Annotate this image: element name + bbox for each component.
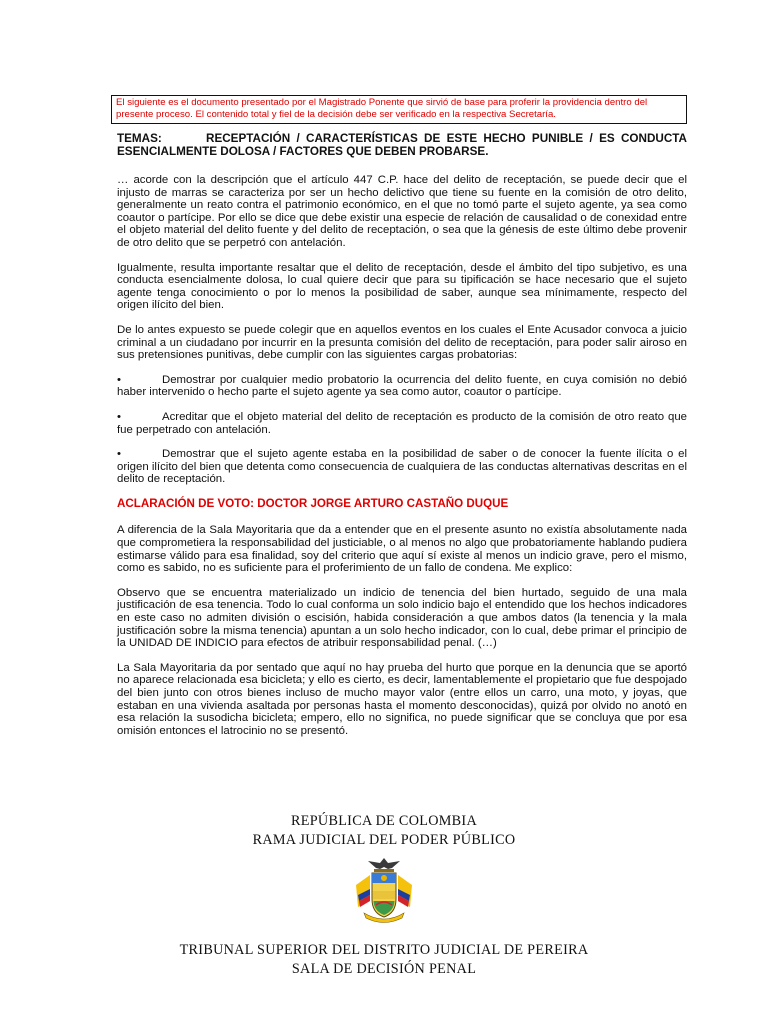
vote-clarification-heading: ACLARACIÓN DE VOTO: DOCTOR JORGE ARTURO CASTAÑO DUQUE	[117, 496, 509, 510]
paragraph-2: Igualmente, resulta importante resaltar que el delito de receptación, desde el ámbito del tipo subjetivo, es una conducta esencialmente dolosa, lo cual quiere decir que para su tipificación se hace necesario que el sujeto agente tenga conocimiento o por lo menos la posibilidad de saber, aunque sea mínimamente, respecto del origen ilícito del bien.	[117, 261, 687, 312]
chamber-title: SALA DE DECISIÓN PENAL	[291, 961, 477, 977]
bullet-item-2	[117, 411, 687, 436]
judicial-branch-title: RAMA JUDICIAL DEL PODER PÚBLICO	[252, 832, 516, 848]
bullet-text: Acreditar que el objeto material del delito de receptación es producto de la comisión de otro reato que fue perpetrado con antelación.	[117, 410, 687, 436]
vote-paragraph-1: A diferencia de la Sala Mayoritaria que da a entender que en el presente asunto no existía absolutamente nada que comprometiera la responsabilidad del justiciable, o al menos no algo que probatoriamente hablando pudiera estimarse válido para esa finalidad, soy del criterio que aquí sí existe al menos un indicio grave, pero el mismo, como es sabido, no es suficiente para el proferimiento de un fallo de condena. Me explico:	[117, 524, 687, 575]
notice-text: El siguiente es el documento presentado por el Magistrado Ponente que sirvió de base para proferir la providencia dentro del presente proceso. El contenido total y fiel de la decisión debe ser verificado en la respectiva Secretaría.	[116, 97, 648, 120]
notice-box	[111, 95, 687, 124]
paragraph-1: … acorde con la descripción que el artículo 447 C.P. hace del delito de receptación, se puede decir que el injusto de marras se caracteriza por ser un hecho delictivo que tiene su fuente en la comisión de otro delito, generalmente un reato contra el patrimonio económico, en el que no tomó parte el sujeto agente, ya sea como coautor o partícipe. Por ello se dice que debe existir una especie de relación de causalidad o de conexidad entre el objeto material del delito fuente y del delito de receptación, o sea que la génesis de este último debe provenir de otro delito que se perpetró con antelación.	[117, 174, 687, 249]
paragraph-3: De lo antes expuesto se puede colegir que en aquellos eventos en los cuales el Ente Acusador convoca a juicio criminal a un ciudadano por incurrir en la presunta comisión del delito de receptación, para poder salir airoso en sus pretensiones punitivas, debe cumplir con las siguientes cargas probatorias:	[117, 323, 687, 362]
republic-title: REPÚBLICA DE COLOMBIA	[290, 813, 478, 829]
bullet-text: Demostrar por cualquier medio probatorio la ocurrencia del delito fuente, en cuya comisión no debió haber intervenido o hecho parte el sujeto agente ya sea como autor, coautor o partícipe.	[117, 373, 687, 399]
topics-label: TEMAS:	[117, 132, 162, 145]
document-body	[117, 132, 687, 749]
bullet-symbol: •	[117, 373, 121, 386]
bullet-text: Demostrar que el sujeto agente estaba en la posibilidad de saber o de conocer la fuente ilícita o el origen ilícito del bien que detenta como consecuencia de cualquiera de las conductas alternativas descritas en el delito de receptación.	[117, 448, 687, 486]
court-title: TRIBUNAL SUPERIOR DEL DISTRITO JUDICIAL DE PEREIRA	[179, 942, 589, 958]
coat-of-arms-icon	[348, 855, 420, 925]
bullet-item-1	[117, 374, 687, 399]
topics-text: RECEPTACIÓN / CARACTERÍSTICAS DE ESTE HECHO PUNIBLE / ES CONDUCTA ESENCIALMENTE DOLOSA / FACTORES QUE DEBEN PROBARSE.	[117, 132, 687, 158]
bullet-symbol: •	[117, 448, 121, 461]
document-footer	[0, 812, 768, 979]
vote-paragraph-2: Observo que se encuentra materializado un indicio de tenencia del bien hurtado, seguido de una mala justificación de esa tenencia. Todo lo cual conforma un solo indicio bajo el entendido que los hechos indicadores en este caso no admiten división o escisión, habida consideración a que ambos datos (la tenencia y la mala justificación sobre la misma tenencia) apuntan a un solo hecho indicador, con lo cual, debe primar el principio de la UNIDAD DE INDICIO para efectos de atribuir responsabilidad penal. (…)	[117, 586, 687, 650]
vote-paragraph-3: La Sala Mayoritaria da por sentado que aquí no hay prueba del hurto que porque en la denuncia que se aportó no aparece relacionada esa bicicleta; y ello es cierto, es decir, lamentablemente el propietario que fue despojado del bien junto con otros bienes incluso de mucho mayor valor (entre ellos un carro, una moto, y joyas, que estaban en una vivienda asaltada por personas hasta el momento desconocidas), quizá por olvido no anotó en esa relación la susodicha bicicleta; empero, ello no significa, no puede significar que se concluya que por esa omisión entonces el latrocinio no se presentó.	[117, 661, 687, 737]
bullet-symbol: •	[117, 410, 121, 423]
bullet-item-3	[117, 448, 687, 486]
topics-heading	[117, 132, 687, 158]
